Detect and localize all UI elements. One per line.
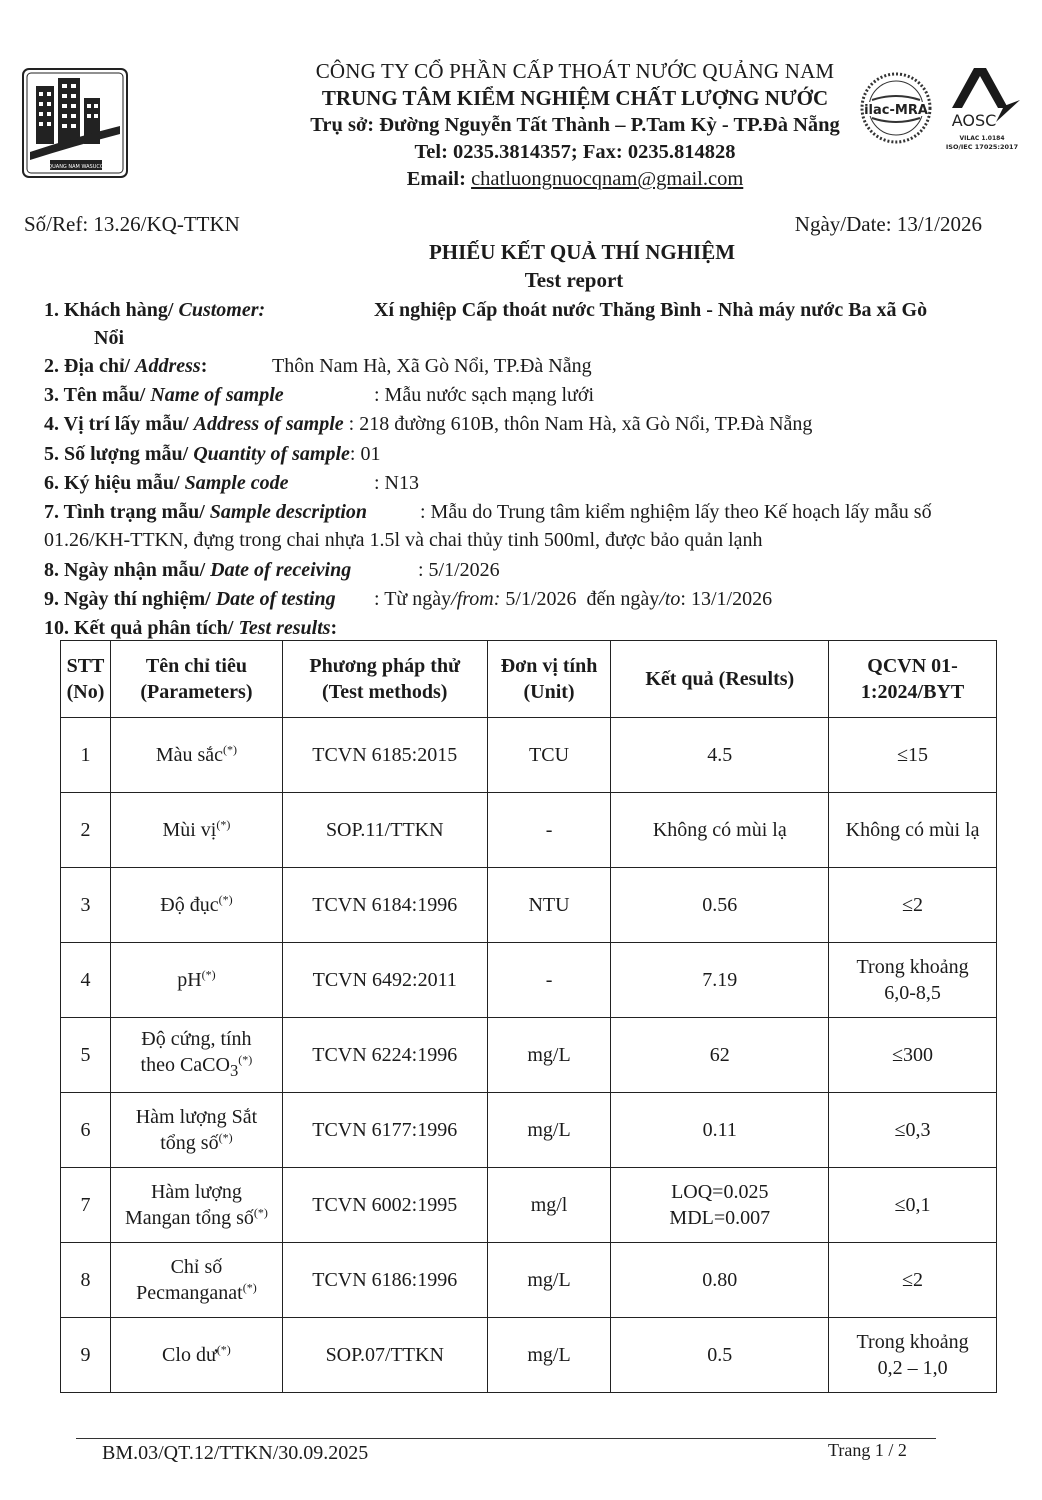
ilac-mra-logo <box>858 66 934 152</box>
email-link[interactable]: chatluongnuocqnam@gmail.com <box>471 168 744 190</box>
unit: mg/L <box>487 1018 611 1093</box>
table-row <box>61 943 997 1018</box>
date-testing-value: : Từ ngày/from: 5/1/2026 đến ngày/to: 13/1/2026 <box>374 588 773 610</box>
parameter-name: Độ đục(*) <box>110 868 282 943</box>
unit: - <box>487 793 611 868</box>
result-value: 7.19 <box>611 943 829 1018</box>
sample-name-value: : Mẫu nước sạch mạng lưới <box>374 384 595 406</box>
standard-limit: ≤0,1 <box>829 1168 997 1243</box>
info-sample-code: 6. Ký hiệu mẫu/ Sample code <box>44 472 289 494</box>
info-description: 7. Tình trạng mẫu/ Sample description <box>44 501 368 523</box>
email-label: Email: <box>406 168 466 190</box>
col-test-methods: Phương pháp thử (Test methods) <box>282 641 487 718</box>
report-title: PHIẾU KẾT QUẢ THÍ NGHIỆM <box>428 240 736 264</box>
info-test-results: 10. Kết quả phân tích/ Test results: <box>44 617 338 639</box>
unit: - <box>487 943 611 1018</box>
info-sample-name: 3. Tên mẫu/ Name of sample <box>44 384 284 406</box>
col-results: Kết quả (Results) <box>611 641 829 718</box>
email-line <box>170 166 980 193</box>
iso-text: ISO/IEC 17025:2017 <box>945 143 1019 151</box>
info-sample-address: 4. Vị trí lấy mẫu/ Address of sample : 218 đường 610B, thôn Nam Hà, xã Gò Nổi, TP.Đà Nẵng <box>44 413 813 435</box>
test-method: TCVN 6177:1996 <box>282 1093 487 1168</box>
aosc-logo <box>938 64 1022 154</box>
unit: mg/l <box>487 1168 611 1243</box>
row-number: 4 <box>61 943 111 1018</box>
standard-limit: ≤2 <box>829 1243 997 1318</box>
parameter-name: Mùi vị(*) <box>110 793 282 868</box>
unit: TCU <box>487 718 611 793</box>
info-address: 2. Địa chỉ/ Address: <box>44 355 208 377</box>
standard-limit: ≤300 <box>829 1018 997 1093</box>
table-row <box>61 1168 997 1243</box>
standard-limit: Trong khoảng 0,2 – 1,0 <box>829 1318 997 1393</box>
result-value: LOQ=0.025 MDL=0.007 <box>611 1168 829 1243</box>
col-unit: Đơn vị tính (Unit) <box>487 641 611 718</box>
form-code: BM.03/QT.12/TTKN/30.09.2025 <box>102 1442 369 1464</box>
table-row <box>61 1093 997 1168</box>
standard-limit: ≤0,3 <box>829 1093 997 1168</box>
table-row <box>61 718 997 793</box>
parameter-name: Chỉ số Pecmanganat(*) <box>110 1243 282 1318</box>
row-number: 1 <box>61 718 111 793</box>
parameter-name: Hàm lượng Mangan tổng số(*) <box>110 1168 282 1243</box>
test-method: TCVN 6224:1996 <box>282 1018 487 1093</box>
standard-limit: Không có mùi lạ <box>829 793 997 868</box>
parameter-name: Độ cứng, tính theo CaCO$_3$(*) <box>110 1018 282 1093</box>
col-parameters: Tên chỉ tiêu (Parameters) <box>110 641 282 718</box>
test-method: TCVN 6184:1996 <box>282 868 487 943</box>
logo-text: QUANG NAM WASUCO <box>48 164 104 170</box>
info-customer: 1. Khách hàng/ Customer: <box>44 299 266 321</box>
result-value: 0.5 <box>611 1318 829 1393</box>
info-date-receiving: 8. Ngày nhận mẫu/ Date of receiving <box>44 559 352 581</box>
phone-fax: Tel: 0235.3814357; Fax: 0235.814828 <box>414 141 736 163</box>
result-value: 0.56 <box>611 868 829 943</box>
test-method: SOP.11/TTKN <box>282 793 487 868</box>
info-quantity: 5. Số lượng mẫu/ Quantity of sample: 01 <box>44 443 381 465</box>
table-row <box>61 868 997 943</box>
parameter-name: Màu sắc(*) <box>110 718 282 793</box>
table-row <box>61 793 997 868</box>
table-row <box>61 1018 997 1093</box>
test-method: TCVN 6492:2011 <box>282 943 487 1018</box>
test-method: TCVN 6185:2015 <box>282 718 487 793</box>
customer-value: Xí nghiệp Cấp thoát nước Thăng Bình - Nhà máy nước Ba xã Gò <box>374 299 928 321</box>
page-number: Trang 1 / 2 <box>828 1440 907 1460</box>
row-number: 9 <box>61 1318 111 1393</box>
company-name: CÔNG TY CỔ PHẦN CẤP THOÁT NƯỚC QUẢNG NAM <box>315 59 835 83</box>
center-name: TRUNG TÂM KIỂM NGHIỆM CHẤT LƯỢNG NƯỚC <box>321 86 829 110</box>
parameter-name: Hàm lượng Sắt tổng số(*) <box>110 1093 282 1168</box>
description-value-cont: 01.26/KH-TTKN, đựng trong chai nhựa 1.5l và chai thủy tinh 500ml, được bảo quản lạnh <box>44 529 763 551</box>
result-value: 0.80 <box>611 1243 829 1318</box>
result-value: 62 <box>611 1018 829 1093</box>
head-office-address: Trụ sở: Đường Nguyễn Tất Thành – P.Tam Kỳ - TP.Đà Nẵng <box>310 114 840 136</box>
test-method: TCVN 6186:1996 <box>282 1243 487 1318</box>
result-value: Không có mùi lạ <box>611 793 829 868</box>
table-header-row <box>61 641 997 718</box>
result-value: 4.5 <box>611 718 829 793</box>
row-number: 5 <box>61 1018 111 1093</box>
col-stt: STT (No) <box>61 641 111 718</box>
parameter-name: pH(*) <box>110 943 282 1018</box>
vilac-text: VILAC 1.0184 <box>959 135 1005 142</box>
col-standard: QCVN 01- 1:2024/BYT <box>829 641 997 718</box>
aosc-text: AOSC <box>951 111 997 130</box>
unit: NTU <box>487 868 611 943</box>
footer-divider <box>76 1438 936 1439</box>
sample-code-value: : N13 <box>374 472 419 494</box>
table-row <box>61 1243 997 1318</box>
standard-limit: ≤2 <box>829 868 997 943</box>
result-value: 0.11 <box>611 1093 829 1168</box>
parameter-name: Clo dư(*) <box>110 1318 282 1393</box>
report-subtitle: Test report <box>524 268 624 292</box>
standard-limit: ≤15 <box>829 718 997 793</box>
unit: mg/L <box>487 1093 611 1168</box>
address-value: Thôn Nam Hà, Xã Gò Nổi, TP.Đà Nẵng <box>272 355 592 377</box>
row-number: 8 <box>61 1243 111 1318</box>
row-number: 2 <box>61 793 111 868</box>
unit: mg/L <box>487 1318 611 1393</box>
info-date-testing: 9. Ngày thí nghiệm/ Date of testing <box>44 588 336 610</box>
row-number: 3 <box>61 868 111 943</box>
report-date: Ngày/Date: 13/1/2026 <box>794 212 982 236</box>
table-row <box>61 1318 997 1393</box>
customer-value-cont: Nổi <box>94 327 124 349</box>
description-value: : Mẫu do Trung tâm kiểm nghiệm lấy theo Kế hoạch lấy mẫu số <box>420 501 932 523</box>
row-number: 7 <box>61 1168 111 1243</box>
row-number: 6 <box>61 1093 111 1168</box>
date-receiving-value: : 5/1/2026 <box>418 559 500 581</box>
test-method: SOP.07/TTKN <box>282 1318 487 1393</box>
standard-limit: Trong khoảng 6,0-8,5 <box>829 943 997 1018</box>
reference-number: Số/Ref: 13.26/KQ-TTKN <box>24 212 240 236</box>
ilac-text: ilac-MRA <box>864 103 928 118</box>
results-table <box>60 640 997 1393</box>
test-method: TCVN 6002:1995 <box>282 1168 487 1243</box>
company-logo <box>22 68 128 178</box>
unit: mg/L <box>487 1243 611 1318</box>
